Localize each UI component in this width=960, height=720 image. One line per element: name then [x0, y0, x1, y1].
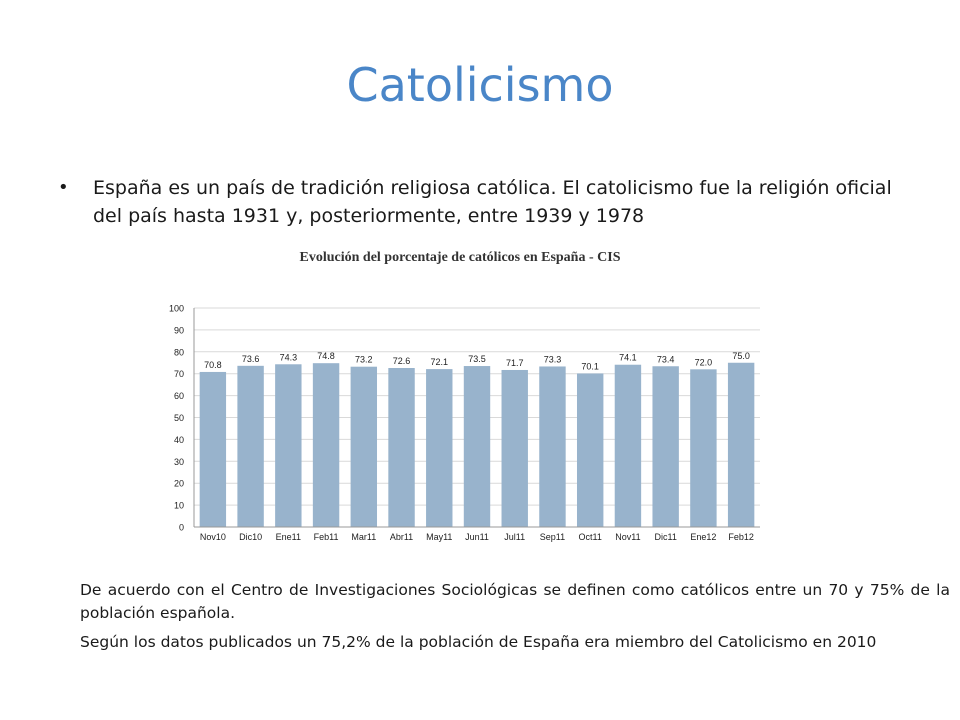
- bar: [652, 366, 678, 527]
- bar: [200, 372, 226, 527]
- data-label: 72.6: [392, 356, 411, 367]
- x-tick-label: Feb12: [728, 532, 754, 542]
- y-tick-label: 30: [173, 456, 184, 467]
- data-label: 73.2: [355, 354, 373, 365]
- bar: [502, 370, 528, 527]
- data-label: 72.1: [430, 357, 449, 368]
- x-tick-label: Dic10: [239, 532, 263, 542]
- data-label: 74.3: [279, 352, 298, 363]
- bar: [351, 367, 377, 527]
- data-label: 71.7: [505, 357, 524, 368]
- x-tick-label: Jul11: [504, 532, 526, 542]
- chart-title: Evolución del porcentaje de católicos en España - CIS: [299, 250, 621, 265]
- bar-layer: [200, 363, 755, 527]
- bar: [539, 366, 565, 527]
- bar: [388, 368, 414, 527]
- x-tick-label: Oct11: [578, 532, 602, 542]
- data-label: 73.3: [543, 354, 562, 365]
- y-tick-label: 60: [173, 391, 184, 402]
- x-tick-label: Abr11: [389, 532, 414, 542]
- data-label: 70.1: [581, 361, 599, 372]
- x-tick-label: Dic11: [654, 532, 677, 542]
- data-label: 73.5: [468, 354, 486, 365]
- bar: [237, 366, 263, 527]
- bullet-text: España es un país de tradición religiosa católica. El catolicismo fue la religión oficial del país hasta 1931 y, posteriormente, entre 1939 y 1978: [93, 177, 892, 227]
- bar: [577, 373, 603, 527]
- y-tick-label: 40: [173, 434, 184, 445]
- bar: [464, 366, 490, 527]
- y-tick-label: 20: [173, 478, 184, 489]
- y-tick-label: 80: [173, 347, 184, 358]
- x-tick-label: Jun11: [465, 532, 489, 542]
- y-tick-label: 10: [173, 500, 184, 511]
- y-tick-label: 0: [178, 522, 184, 533]
- x-tick-label: Feb11: [313, 532, 339, 542]
- x-tick-label: May11: [426, 532, 453, 542]
- x-tick-label: Nov11: [615, 532, 641, 542]
- paragraph-2010: Según los datos publicados un 75,2% de la población de España era miembro del Catolicismo en 2010: [80, 633, 877, 651]
- bar: [728, 363, 754, 527]
- bullet-dot-icon: •: [58, 177, 69, 198]
- y-tick-label: 100: [168, 303, 184, 314]
- data-label: 70.8: [204, 359, 222, 370]
- y-tick-label: 90: [173, 325, 184, 336]
- data-label: 74.1: [619, 352, 637, 363]
- x-tick-label: Ene11: [275, 532, 302, 542]
- bar: [313, 363, 339, 527]
- bar: [275, 364, 301, 527]
- x-tick-label: Mar11: [351, 532, 377, 542]
- y-tick-label: 70: [173, 369, 184, 380]
- y-tick-label: 50: [173, 413, 184, 423]
- bar: [426, 369, 452, 527]
- bar: [690, 369, 716, 527]
- x-tick-label: Sep11: [539, 532, 566, 542]
- data-label: 75.0: [732, 350, 750, 361]
- data-label: 73.4: [656, 354, 675, 365]
- x-tick-label: Nov10: [199, 532, 226, 542]
- data-label: 73.6: [241, 353, 260, 364]
- paragraph-cis: De acuerdo con el Centro de Investigaciones Sociológicas se definen como católicos entre un 70 y 75% de la población española.: [80, 581, 950, 622]
- x-tick-label: Ene12: [690, 532, 717, 542]
- page-title: Catolicismo: [346, 58, 614, 112]
- bar: [615, 365, 641, 527]
- data-label: 74.8: [317, 351, 335, 362]
- data-label: 72.0: [694, 357, 713, 368]
- bar-chart: [150, 290, 780, 550]
